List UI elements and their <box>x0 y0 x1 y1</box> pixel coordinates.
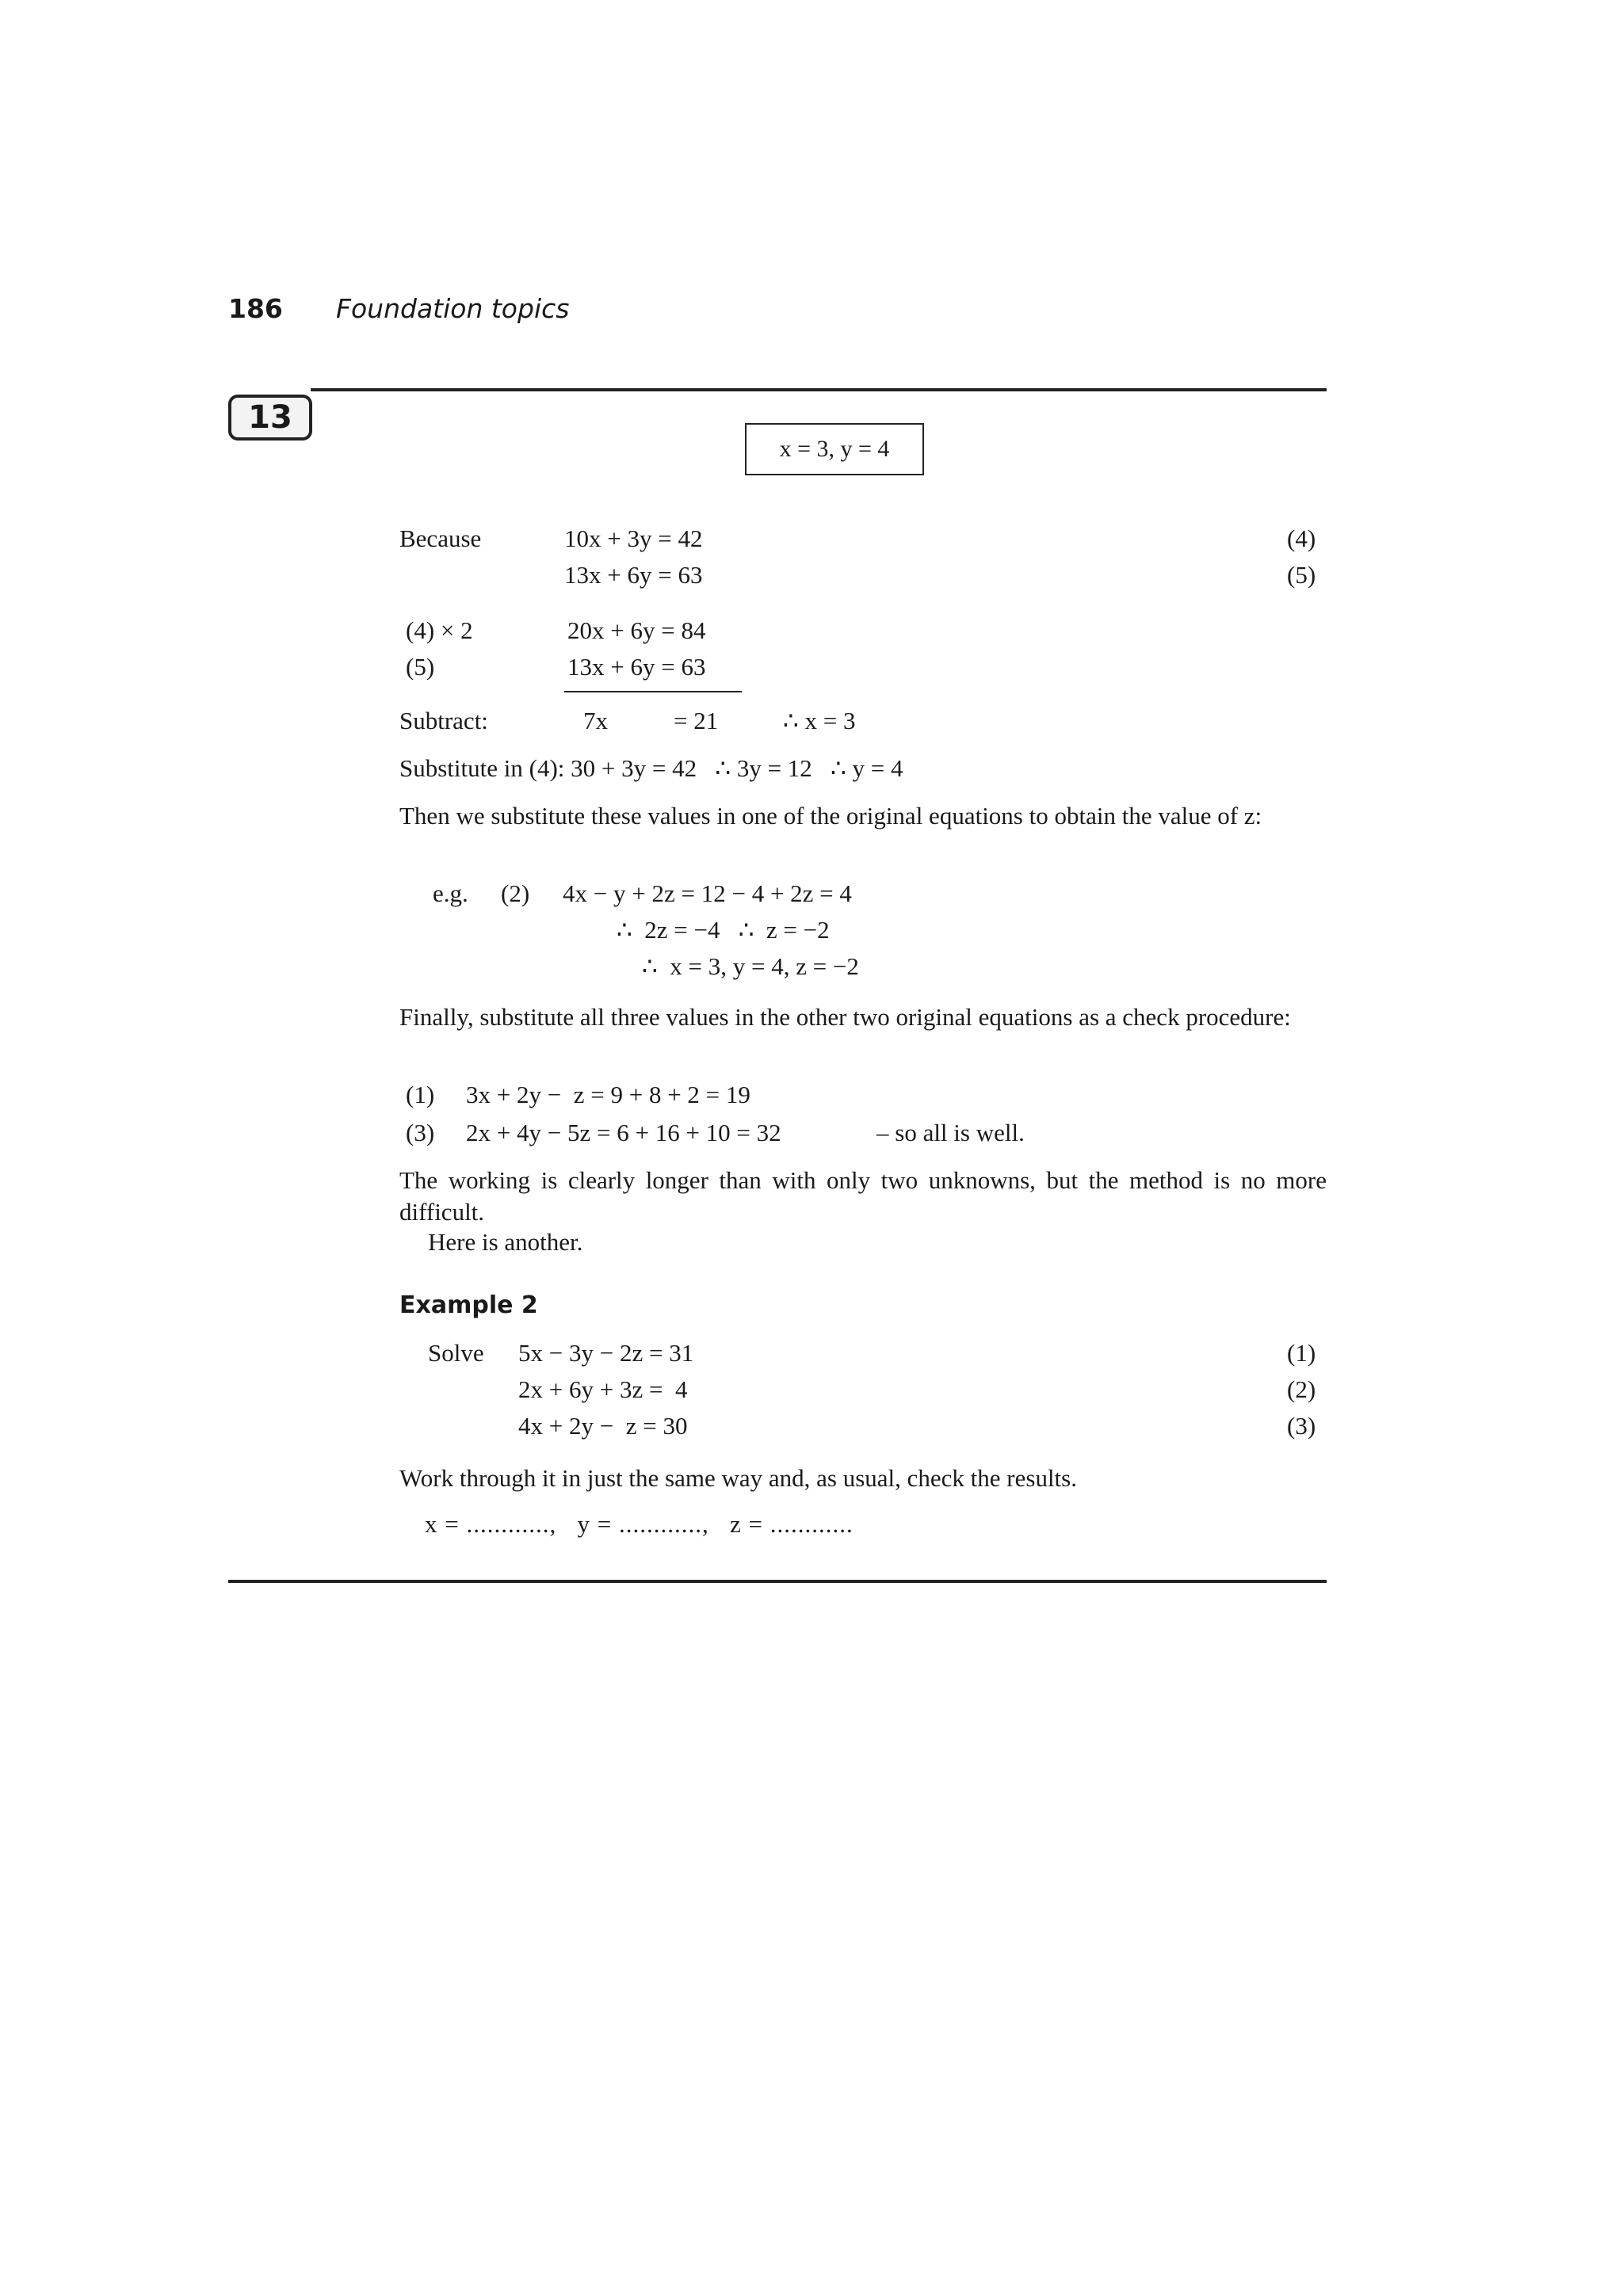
solve-label: Solve <box>428 1339 484 1367</box>
substitute-line: Substitute in (4): 30 + 3y = 42 ∴ 3y = 12 ∴ y = 4 <box>399 754 903 782</box>
example-equation-2-tag: (2) <box>1287 1375 1316 1403</box>
example-heading: Example 2 <box>399 1291 538 1319</box>
eg-line-3: ∴ x = 3, y = 4, z = −2 <box>642 952 859 980</box>
equation-5: 13x + 6y = 63 <box>564 561 703 589</box>
check-line-3: 2x + 4y − 5z = 6 + 16 + 10 = 32 <box>466 1119 781 1146</box>
check-line-1-tag: (1) <box>406 1081 435 1108</box>
because-label: Because <box>399 524 482 552</box>
example-equation-3-tag: (3) <box>1287 1412 1316 1440</box>
paragraph-check-procedure: Finally, substitute all three values in the other two original equations as a check procedure: <box>399 1003 1291 1031</box>
eg-label: e.g. <box>433 879 468 907</box>
boxed-result: x = 3, y = 4 <box>745 423 924 475</box>
equation-5-tag: (5) <box>1287 561 1316 589</box>
multiply-label-a: (4) × 2 <box>406 616 473 644</box>
equation-4-tag: (4) <box>1287 524 1316 552</box>
example-equation-2: 2x + 6y + 3z = 4 <box>518 1375 688 1403</box>
check-line-1: 3x + 2y − z = 9 + 8 + 2 = 19 <box>466 1081 750 1108</box>
example-equation-1-tag: (1) <box>1287 1339 1316 1367</box>
paragraph-here-is-another: Here is another. <box>428 1228 583 1256</box>
eg-tag: (2) <box>501 879 530 907</box>
subtraction-rule <box>564 691 742 692</box>
paragraph-working-longer: The working is clearly longer than with only two unknowns, but the method is no more difficult. <box>399 1166 1327 1226</box>
paragraph-work-through: Work through it in just the same way and, as usual, check the results. <box>399 1464 1077 1492</box>
subtract-lhs: 7x <box>583 707 608 734</box>
running-title: Foundation topics <box>336 293 570 324</box>
eg-line-2: ∴ 2z = −4 ∴ z = −2 <box>617 916 830 944</box>
check-line-3-tag: (3) <box>406 1119 435 1146</box>
answer-line: x = ............, y = ............, z = ............ <box>425 1510 854 1538</box>
subtract-rhs: = 21 <box>674 707 719 734</box>
example-equation-3: 4x + 2y − z = 30 <box>518 1412 688 1440</box>
example-equation-1: 5x − 3y − 2z = 31 <box>518 1339 694 1367</box>
page-number: 186 <box>228 293 283 324</box>
check-note: – so all is well. <box>876 1119 1025 1146</box>
frame-number-badge: 13 <box>228 395 312 441</box>
equation-5-repeat: 13x + 6y = 63 <box>567 653 706 681</box>
eg-line-1: 4x − y + 2z = 12 − 4 + 2z = 4 <box>563 879 852 907</box>
subtract-result: ∴ x = 3 <box>783 707 856 734</box>
subtract-label: Subtract: <box>399 707 488 734</box>
multiplied-equation: 20x + 6y = 84 <box>567 616 706 644</box>
equation-4: 10x + 3y = 42 <box>564 524 703 552</box>
frame-bottom-rule <box>228 1580 1327 1583</box>
paragraph-substitute-values: Then we substitute these values in one of the original equations to obtain the value of z: <box>399 802 1262 830</box>
multiply-label-b: (5) <box>406 653 435 681</box>
frame-top-rule <box>311 388 1327 391</box>
